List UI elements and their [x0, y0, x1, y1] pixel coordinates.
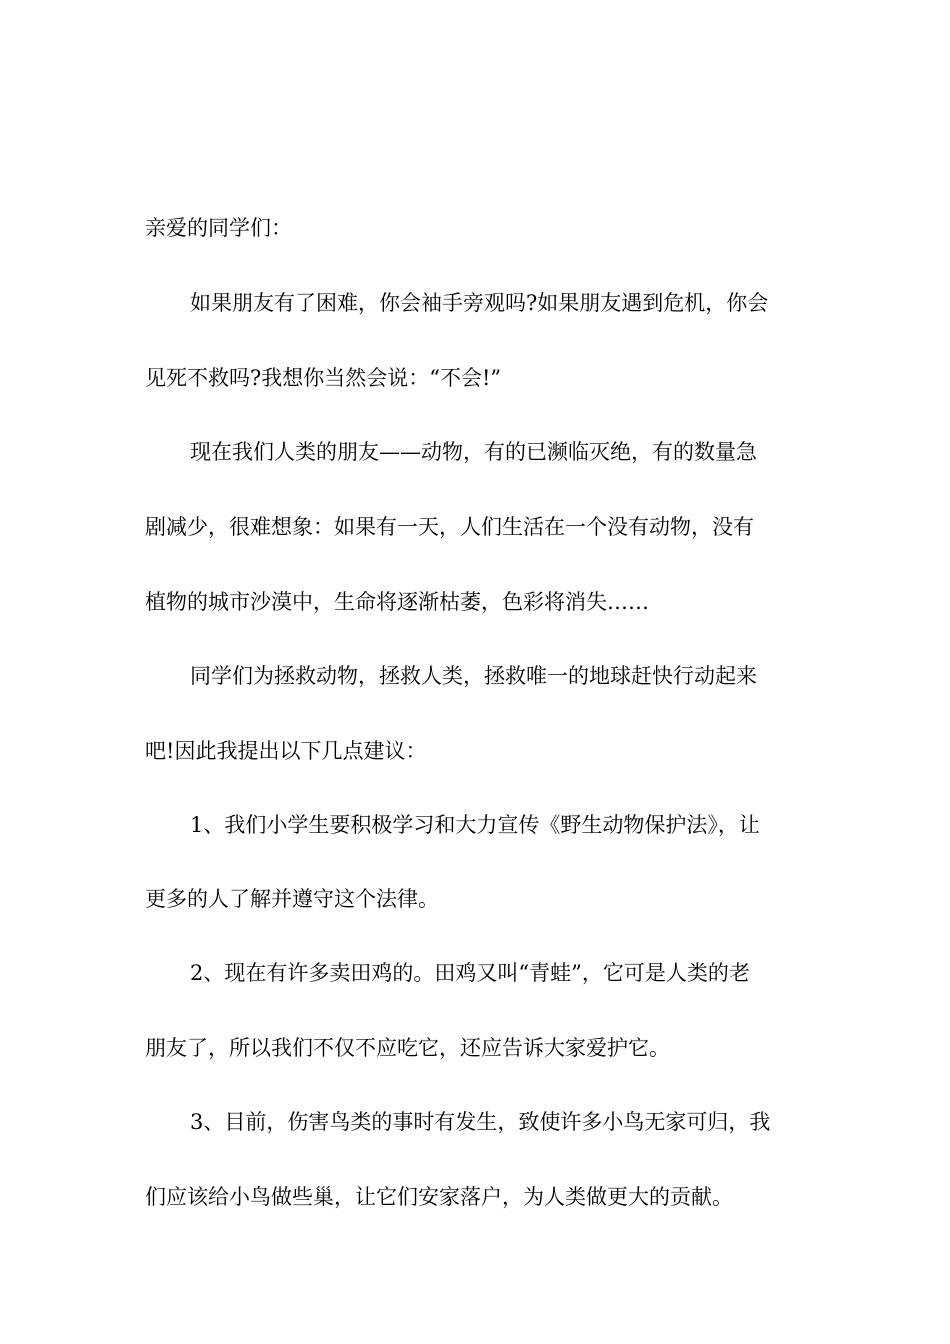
suggestion-1-line-2: 更多的人了解并遵守这个法律。 [145, 887, 439, 911]
paragraph-3-line-2: 吧!因此我提出以下几点建议： [145, 739, 427, 763]
suggestion-1-line-1: 1、我们小学生要积极学习和大力宣传《野生动物保护法》，让 [190, 813, 760, 837]
suggestion-3-line-2: 们应该给小鸟做些巢，让它们安家落户，为人类做更大的贡献。 [145, 1185, 733, 1209]
greeting: 亲爱的同学们： [145, 216, 292, 240]
suggestion-3-line-1: 3、目前，伤害鸟类的事时有发生，致使许多小鸟无家可归，我 [190, 1110, 771, 1134]
paragraph-2-line-3: 植物的城市沙漠中，生命将逐渐枯萎，色彩将消失…… [145, 590, 649, 614]
paragraph-2-line-2: 剧减少，很难想象：如果有一天，人们生活在一个没有动物，没有 [145, 515, 754, 539]
paragraph-1-line-1: 如果朋友有了困难，你会袖手旁观吗?如果朋友遇到危机，你会 [190, 291, 769, 315]
paragraph-3-line-1: 同学们为拯救动物，拯救人类，拯救唯一的地球赶快行动起来 [190, 664, 757, 688]
suggestion-2-line-2: 朋友了，所以我们不仅不应吃它，还应告诉大家爱护它。 [145, 1036, 670, 1060]
paragraph-1-line-2: 见死不救吗?我想你当然会说：“不会!” [145, 366, 502, 390]
paragraph-2-line-1: 现在我们人类的朋友——动物，有的已濒临灭绝，有的数量急 [190, 440, 757, 464]
suggestion-2-line-1: 2、现在有许多卖田鸡的。田鸡又叫“青蛙”，它可是人类的老 [190, 961, 750, 985]
